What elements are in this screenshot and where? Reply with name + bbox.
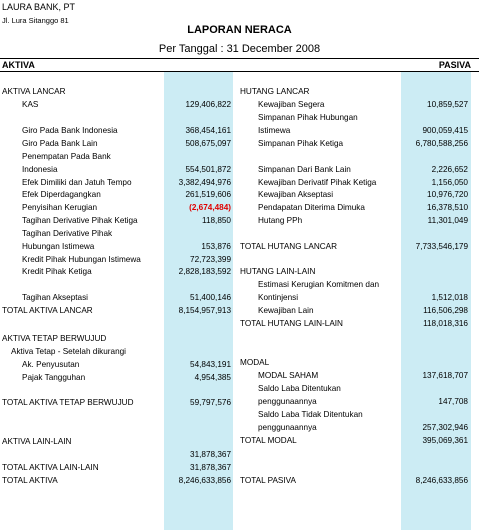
aktiva-row-indonesia: Indonesia bbox=[22, 165, 58, 174]
aktiva-heading: AKTIVA bbox=[2, 60, 35, 70]
aktiva-value-ak-penyusutan: 54,843,191 bbox=[190, 360, 231, 369]
pasiva-row-simpanan-bank-lain: Simpanan Dari Bank Lain bbox=[258, 165, 351, 174]
pasiva-value-kewajiban-derivatif: 1,156,050 bbox=[431, 178, 468, 187]
aktiva-row-penempatan: Penempatan Pada Bank bbox=[22, 152, 111, 161]
pasiva-row-kewajiban-derivatif: Kewajiban Derivatif Pihak Ketiga bbox=[258, 178, 377, 187]
aktiva-row-kas: KAS bbox=[22, 100, 39, 109]
pasiva-row-saldo-tidak-ditentukan: Saldo Laba Tidak Ditentukan bbox=[258, 410, 363, 419]
aktiva-value-kas: 129,406,822 bbox=[185, 100, 231, 109]
pasiva-value-kewajiban-segera: 10,859,527 bbox=[427, 100, 468, 109]
pasiva-row-total-hutang-lain-lain: TOTAL HUTANG LAIN-LAIN bbox=[240, 319, 343, 328]
pasiva-row-total-pasiva: TOTAL PASIVA bbox=[240, 476, 296, 485]
pasiva-row-istimewa: Istimewa bbox=[258, 126, 291, 135]
aktiva-row-hubungan-istimewa: Hubungan Istimewa bbox=[22, 242, 95, 251]
pasiva-row-estimasi-kerugian: Estimasi Kerugian Komitmen dan bbox=[258, 280, 380, 289]
aktiva-row-pajak-tangguhan: Pajak Tangguhan bbox=[22, 373, 86, 382]
aktiva-row-total-lancar: TOTAL AKTIVA LANCAR bbox=[2, 306, 93, 315]
aktiva-row-kredit-ketiga: Kredit Pihak Ketiga bbox=[22, 267, 92, 276]
pasiva-row-pendapatan-dimuka: Pendapatan Diterima Dimuka bbox=[258, 203, 365, 212]
aktiva-value-total-aktiva: 8,246,633,856 bbox=[178, 476, 231, 485]
aktiva-row-giro-bank-lain: Giro Pada Bank Lain bbox=[22, 139, 98, 148]
report-date: 31 December 2008 bbox=[226, 43, 321, 55]
pasiva-row-simpanan-ketiga: Simpanan Pihak Ketiga bbox=[258, 139, 344, 148]
pasiva-value-hutang-pph: 11,301,049 bbox=[427, 216, 468, 225]
pasiva-value-total-hutang-lain-lain: 118,018,316 bbox=[423, 319, 468, 328]
pasiva-heading: PASIVA bbox=[438, 60, 471, 70]
report-date-line bbox=[0, 43, 479, 55]
aktiva-row-tagihan-akseptasi: Tagihan Akseptasi bbox=[22, 293, 88, 302]
pasiva-value-penggunaannya-1: 147,708 bbox=[438, 397, 468, 406]
aktiva-value-total-lain-lain: 31,878,367 bbox=[190, 463, 231, 472]
pasiva-value-total-pasiva: 8,246,633,856 bbox=[415, 476, 468, 485]
aktiva-value-tagihan-derivative-ketiga: 118,850 bbox=[202, 216, 231, 225]
header-bottom-rule bbox=[0, 71, 479, 72]
pasiva-value-istimewa: 900,059,415 bbox=[422, 126, 468, 135]
pasiva-row-modal-saham: MODAL SAHAM bbox=[258, 371, 319, 380]
aktiva-row-efek-dimiliki: Efek Dimiliki dan Jatuh Tempo bbox=[22, 178, 132, 187]
pasiva-row-penggunaannya-2: penggunaannya bbox=[258, 423, 317, 432]
aktiva-value-lain-lain: 31,878,367 bbox=[190, 450, 231, 459]
company-name: LAURA BANK, PT bbox=[2, 2, 76, 12]
report-title: LAPORAN NERACA bbox=[187, 24, 292, 36]
pasiva-value-modal-saham: 137,618,707 bbox=[422, 371, 468, 380]
pasiva-row-penggunaannya-1: penggunaannya bbox=[258, 397, 317, 406]
aktiva-value-hubungan-istimewa: 153,876 bbox=[201, 242, 231, 251]
aktiva-value-total-tetap: 59,797,576 bbox=[190, 398, 231, 407]
aktiva-row-total-lain-lain: TOTAL AKTIVA LAIN-LAIN bbox=[2, 463, 99, 472]
aktiva-row-efek-diperdagangkan: Efek Diperdagangkan bbox=[22, 190, 101, 199]
pasiva-row-total-hutang-lancar: TOTAL HUTANG LANCAR bbox=[240, 242, 338, 251]
pasiva-value-kontinjensi: 1,512,018 bbox=[431, 293, 468, 302]
aktiva-value-giro-bank-lain: 508,675,097 bbox=[185, 139, 231, 148]
pasiva-row-kewajiban-akseptasi: Kewajiban Akseptasi bbox=[258, 190, 334, 199]
pasiva-row-hutang-lain-lain: HUTANG LAIN-LAIN bbox=[240, 267, 316, 276]
pasiva-value-kewajiban-akseptasi: 10,976,720 bbox=[427, 190, 468, 199]
pasiva-value-total-modal: 395,069,361 bbox=[422, 436, 468, 445]
pasiva-value-penggunaannya-2: 257,302,946 bbox=[422, 423, 468, 432]
aktiva-row-tagihan-derivative-ketiga: Tagihan Derivative Pihak Ketiga bbox=[22, 216, 138, 225]
pasiva-row-hutang-pph: Hutang PPh bbox=[258, 216, 303, 225]
pasiva-row-simpanan-hubungan: Simpanan Pihak Hubungan bbox=[258, 113, 358, 122]
pasiva-value-pendapatan-dimuka: 16,378,510 bbox=[427, 203, 468, 212]
pasiva-row-kewajiban-lain: Kewajiban Lain bbox=[258, 306, 314, 315]
aktiva-value-tagihan-akseptasi: 51,400,146 bbox=[190, 293, 231, 302]
aktiva-row-total-tetap: TOTAL AKTIVA TETAP BERWUJUD bbox=[2, 398, 134, 407]
aktiva-row-aktiva-tetap: Aktiva Tetap - Setelah dikurangi bbox=[11, 347, 126, 356]
pasiva-value-kewajiban-lain: 116,506,298 bbox=[423, 306, 468, 315]
pasiva-value-total-hutang-lancar: 7,733,546,179 bbox=[415, 242, 468, 251]
pasiva-value-simpanan-bank-lain: 2,226,652 bbox=[431, 165, 468, 174]
aktiva-row-tetap-berwujud: AKTIVA TETAP BERWUJUD bbox=[2, 334, 107, 343]
aktiva-value-total-lancar: 8,154,957,913 bbox=[178, 306, 231, 315]
aktiva-row-lain-lain: AKTIVA LAIN-LAIN bbox=[2, 437, 72, 446]
aktiva-row-giro-bi: Giro Pada Bank Indonesia bbox=[22, 126, 118, 135]
pasiva-row-kewajiban-segera: Kewajiban Segera bbox=[258, 100, 325, 109]
aktiva-value-penyisihan: (2,674,484) bbox=[189, 203, 231, 212]
aktiva-row-penyisihan: Penyisihan Kerugian bbox=[22, 203, 98, 212]
report-date-label: Per Tanggal : bbox=[158, 43, 224, 55]
aktiva-value-giro-bi: 368,454,161 bbox=[185, 126, 231, 135]
aktiva-value-efek-diperdagangkan: 261,519,606 bbox=[185, 190, 231, 199]
header-top-rule bbox=[0, 58, 479, 59]
pasiva-row-total-modal: TOTAL MODAL bbox=[240, 436, 297, 445]
pasiva-row-hutang-lancar: HUTANG LANCAR bbox=[240, 87, 310, 96]
pasiva-value-simpanan-ketiga: 6,780,588,256 bbox=[415, 139, 468, 148]
aktiva-row-ak-penyusutan: Ak. Penyusutan bbox=[22, 360, 80, 369]
aktiva-row-aktiva-lancar: AKTIVA LANCAR bbox=[2, 87, 66, 96]
aktiva-value-kredit-hubungan: 72,723,399 bbox=[190, 255, 231, 264]
aktiva-value-efek-dimiliki: 3,382,494,976 bbox=[178, 178, 231, 187]
pasiva-row-modal: MODAL bbox=[240, 358, 270, 367]
aktiva-value-indonesia: 554,501,872 bbox=[185, 165, 231, 174]
company-address: Jl. Lura Sitanggo 81 bbox=[2, 16, 69, 25]
pasiva-row-saldo-ditentukan: Saldo Laba Ditentukan bbox=[258, 384, 341, 393]
aktiva-value-kredit-ketiga: 2,828,183,592 bbox=[178, 267, 231, 276]
aktiva-row-tagihan-derivative-pihak: Tagihan Derivative Pihak bbox=[22, 229, 113, 238]
aktiva-value-pajak-tangguhan: 4,954,385 bbox=[194, 373, 231, 382]
pasiva-row-kontinjensi: Kontinjensi bbox=[258, 293, 299, 302]
aktiva-row-total-aktiva: TOTAL AKTIVA bbox=[2, 476, 58, 485]
aktiva-row-kredit-hubungan: Kredit Pihak Hubungan Istimewa bbox=[22, 255, 141, 264]
